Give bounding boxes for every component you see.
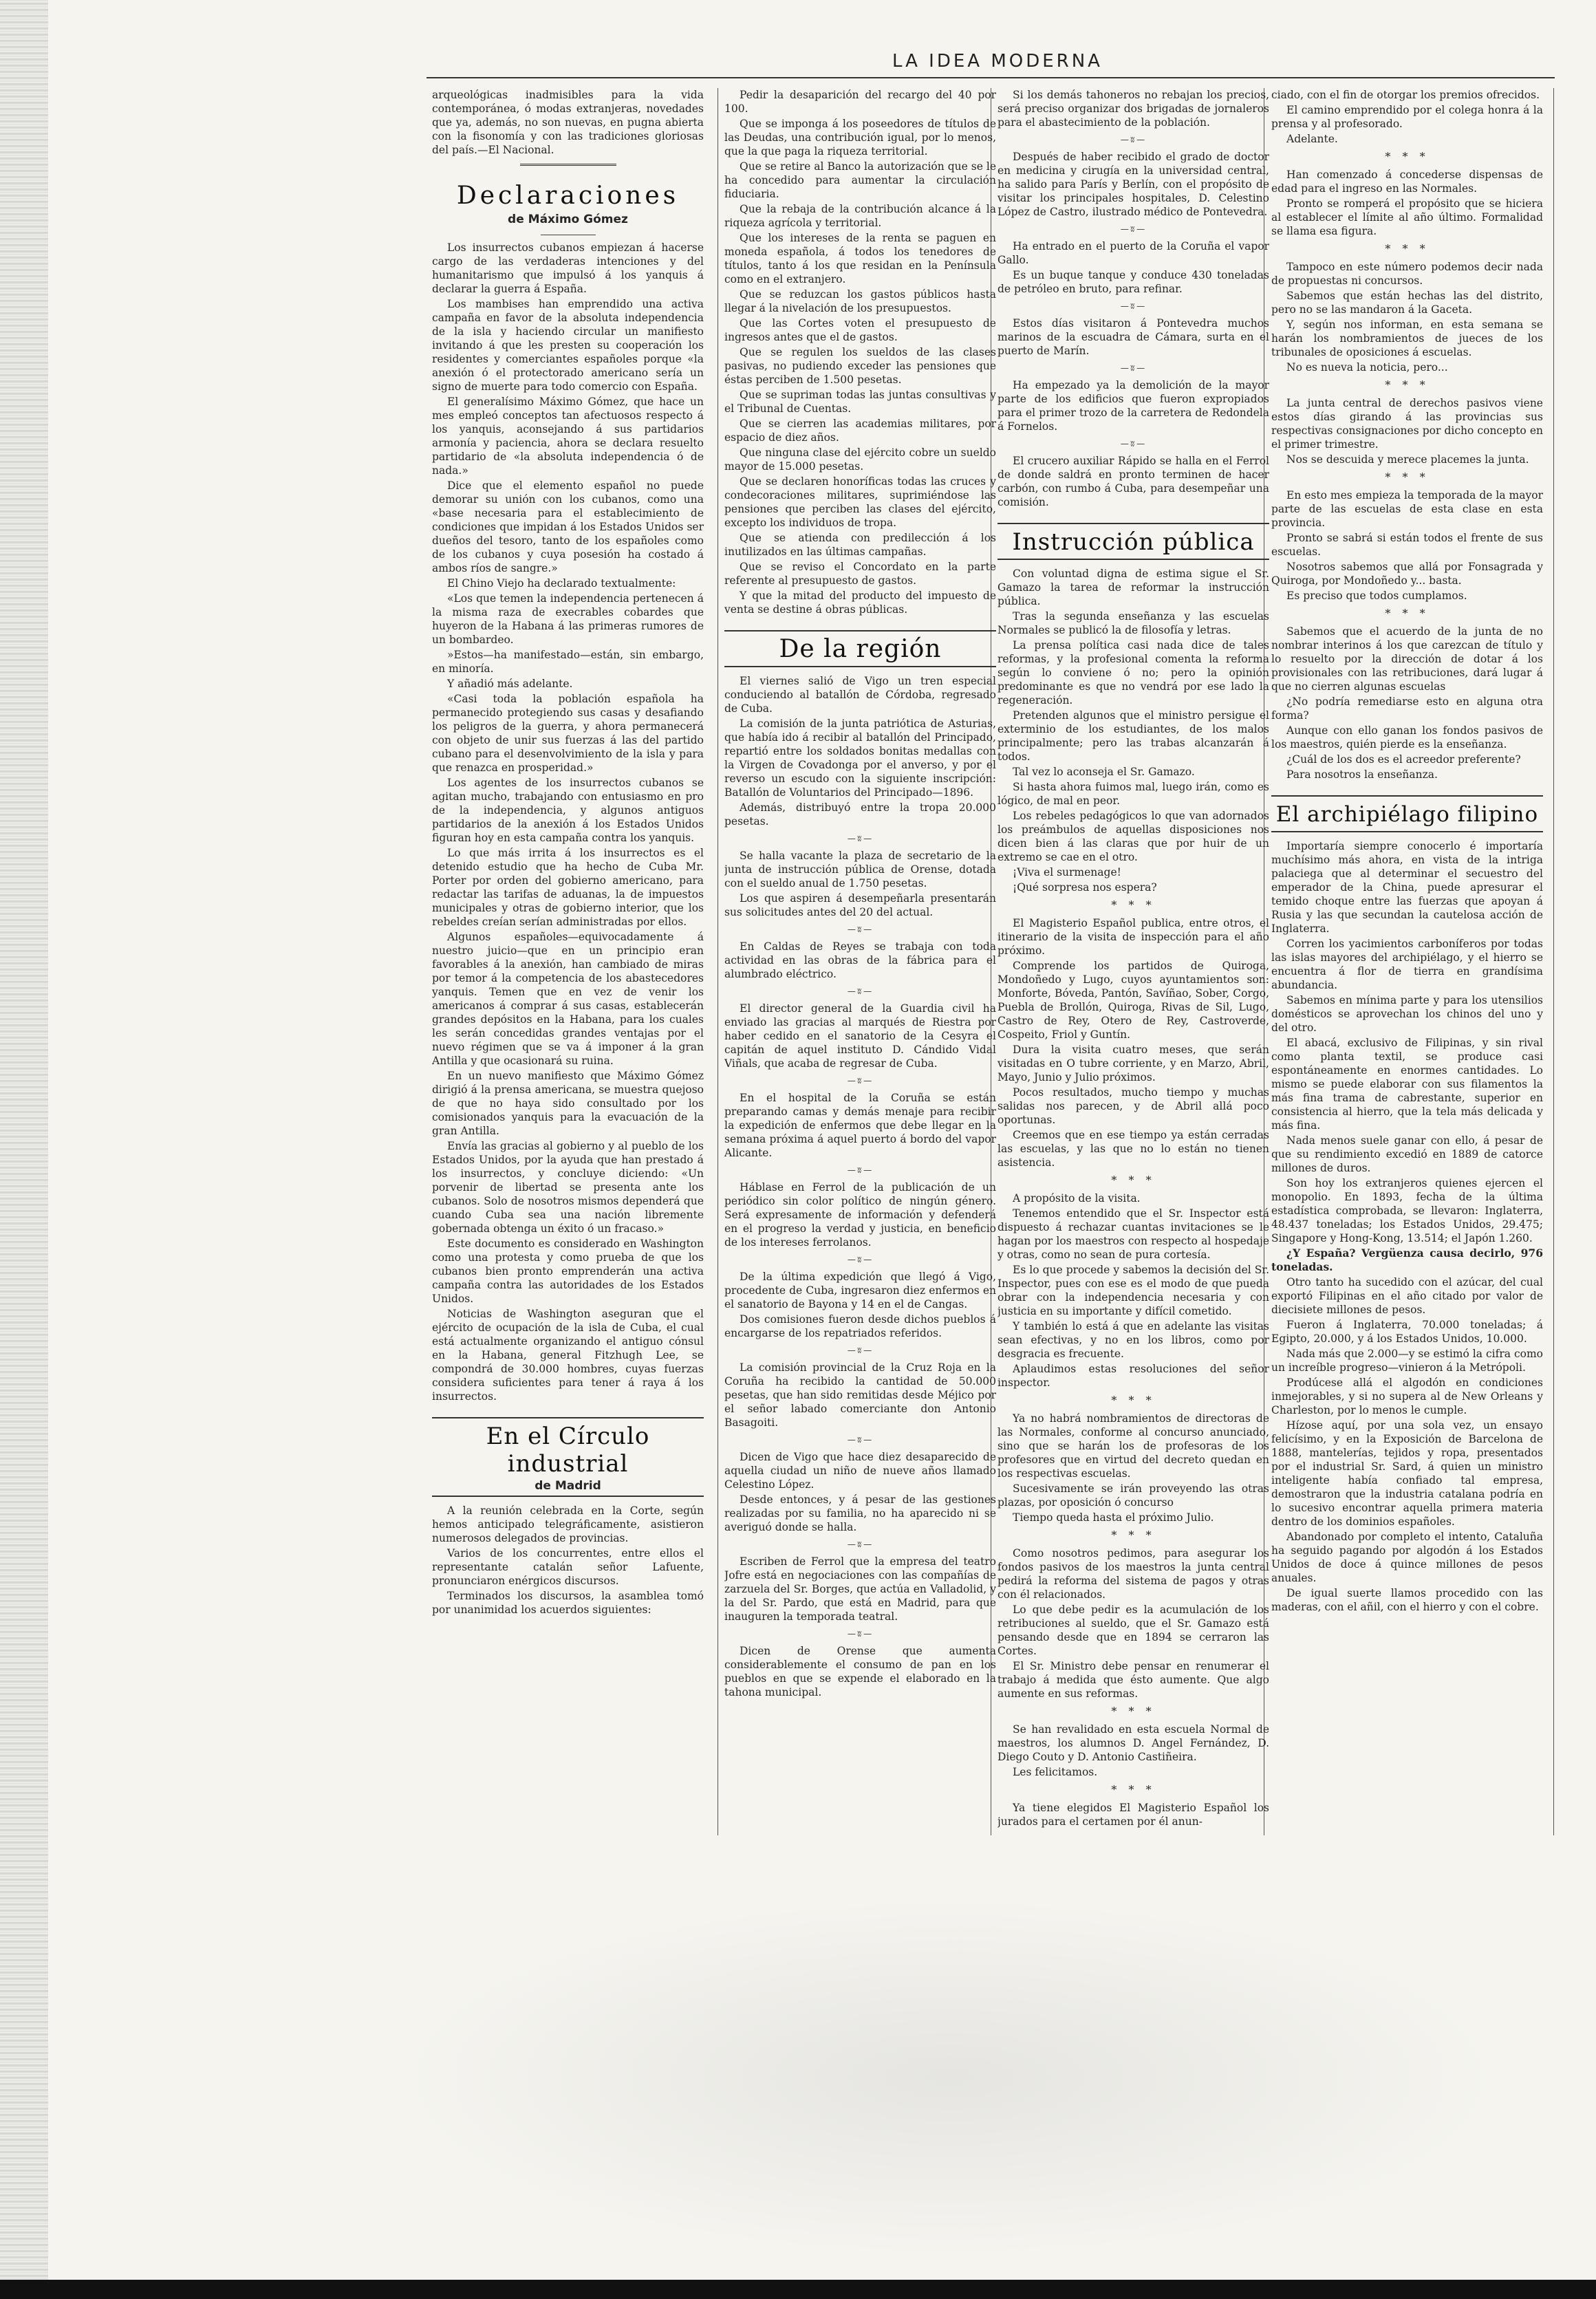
star-divider: * * * (1111, 1394, 1156, 1407)
paragraph: El abacá, exclusivo de Filipinas, y sin rival como planta textil, se produce casi espontáneamente en enormes cantidades. Lo mismo se puede elaborar con sus filamentos la más fina trama de cabrestante, superior en consistencia al hierro, que la tela más delicada y más fina. (1271, 1037, 1543, 1132)
paragraph: Es lo que procede y sabemos la decisión del Sr. Inspector, pues con ese es el modo de que pueda obrar con la independencia necesaria y con justicia en su importante y difícil cometido. (998, 1264, 1269, 1317)
paragraph: Es un buque tanque y conduce 430 toneladas de petróleo en bruto, para refinar. (998, 269, 1269, 295)
paragraph: Lo que más irrita á los insurrectos es el detenido estudio que ha hecho de Cuba Mr. Porter por orden del gobierno americano, para redactar las tarifas de aduanas, la de impuestos municipales y otras de gobierno interior, que los rebeldes creían serían administradas por ellos. (432, 847, 704, 928)
headline-box (432, 1417, 704, 1497)
paragraph: Es preciso que todos cumplamos. (1286, 590, 1467, 602)
ornament-divider: —ʬ— (847, 1255, 874, 1264)
paragraph: Los insurrectos cubanos empiezan á hacerse cargo de las verdaderas intenciones y del humanitarismo que impulsó á los yanquis á declarar la guerra á España. (432, 241, 704, 295)
paragraph: Sabemos que el acuerdo de la junta de no nombrar interinos á los que carezcan de título y lo resuelto por la dirección de dotar á los provisionales con las retribuciones, dará lugar á que no cierren algunas escuelas (1271, 625, 1543, 693)
paragraph: En esto mes empieza la temporada de la mayor parte de las escuelas de esta clase en esta provincia. (1271, 489, 1543, 529)
paragraph: Se han revalidado en esta escuela Normal de maestros, los alumnos D. Angel Fernández, D. Diego Couto y D. Antonio Castiñeira. (998, 1723, 1269, 1763)
paragraph: Han comenzado á concederse dispensas de edad para el ingreso en las Normales. (1271, 169, 1543, 195)
column-2 (724, 88, 996, 1835)
paragraph: Y añadió más adelante. (447, 678, 573, 690)
headline-instruccion-publica: Instrucción pública (1012, 528, 1255, 556)
paragraph: Creemos que en ese tiempo ya están cerradas las escuelas, y las que no lo están no tienen asistencia. (998, 1129, 1269, 1169)
paragraph: Además, distribuyó entre la tropa 20.000 pesetas. (724, 801, 996, 828)
paragraph: Nosotros sabemos que allá por Fonsagrada y Quiroga, por Mondoñedo y... basta. (1271, 561, 1543, 587)
ornament-divider: —ʬ— (1120, 363, 1147, 373)
paragraph: En Caldas de Reyes se trabaja con toda actividad en las obras de la fábrica para el alumbrado eléctrico. (724, 940, 996, 980)
paragraph: Que ninguna clase del ejército cobre un sueldo mayor de 15.000 pesetas. (724, 446, 996, 473)
paragraph: Que los intereses de la renta se paguen en moneda española, á todos los tenedores de títulos, tanto á los que residan en la Península como en el extranjero. (724, 232, 996, 285)
article-continuation: arqueológicas inadmisibles para la vida contemporánea, ó modas extranjeras, novedades que ya, además, no son nuevas, en pugna abierta con la fisonomía y con las tradiciones gloriosas del país.—El Nacional. (432, 89, 704, 156)
paragraph: Que se cierren las academias militares, por espacio de diez años. (724, 418, 996, 444)
column-1 (432, 88, 704, 1835)
paragraph: Tampoco en este número podemos decir nada de propuestas ni concursos. (1271, 261, 1543, 287)
paragraph: Tenemos entendido que el Sr. Inspector está dispuesto á rechazar cuantas invitaciones se le hagan por los maestros con respecto al hospedaje y otras, como no sean de pura cortesía. (998, 1207, 1269, 1261)
paragraph: ¿Cuál de los dos es el acreedor preferente? (1286, 753, 1521, 766)
paragraph: Prodúcese allá el algodón en condiciones inmejorables, y si no supera al de New Orleans y Charleston, por lo menos le cumple. (1271, 1377, 1543, 1416)
paragraph: Con voluntad digna de estima sigue el Sr. Gamazo la tarea de reformar la instrucción pública. (998, 568, 1269, 607)
headline-circulo-industrial: En el Círculo industrial (486, 1423, 650, 1478)
paragraph: Que se retire al Banco la autorización que se le ha concedido para aumentar la circulación fiduciaria. (724, 160, 996, 200)
paragraph: Los agentes de los insurrectos cubanos se agitan mucho, trabajando con entusiasmo en pro de la independencia, y algunos antiguos partidarios de la anexión á los Estados Unidos figuran hoy en esta campaña contra los yanquis. (432, 777, 704, 844)
ornament-divider: —ʬ— (1120, 439, 1147, 449)
paragraph: Que la rebaja de la contribución alcance á la riqueza agrícola y territorial. (724, 203, 996, 229)
paragraph: Terminados los discursos, la asamblea tomó por unanimidad los acuerdos siguientes: (432, 1590, 704, 1616)
paragraph: Tiempo queda hasta el próximo Julio. (1013, 1511, 1214, 1524)
ornament-divider: —ʬ— (847, 925, 874, 934)
paragraph: Y que la mitad del producto del impuesto de venta se destine á obras públicas. (724, 590, 996, 616)
paragraph: El Magisterio Español publica, entre otros, el itinerario de la visita de inspección para el año próximo. (998, 917, 1269, 957)
star-divider: * * * (1385, 607, 1430, 620)
paragraph: Otro tanto ha sucedido con el azúcar, del cual exportó Filipinas en el año citado por valor de diecisiete millones de pesos. (1271, 1276, 1543, 1316)
ornament-divider: —ʬ— (847, 834, 874, 843)
column-3 (998, 88, 1269, 1835)
paragraph: «Los que temen la independencia pertenecen á la misma raza de execrables cobardes que huyeron de la Habana á las primeras rumores de un bombardeo. (432, 592, 704, 646)
paragraph: Dicen de Vigo que hace diez desaparecido de aquella ciudad un niño de nueve años llamado Celestino López. (724, 1451, 996, 1491)
paragraph: A la reunión celebrada en la Corte, según hemos anticipado telegráficamente, asistieron numerosos delegados de provincias. (432, 1504, 704, 1544)
paragraph: El generalísimo Máximo Gómez, que hace un mes empleó conceptos tan afectuosos respecto á los yanquis, aconsejando á sus partidarios armonía y paciencia, ahora se declara resuelto partidario de «la absoluta independencia ó de nada.» (432, 396, 704, 477)
paragraph: Tras la segunda enseñanza y las escuelas Normales se publicó la de filosofía y letras. (998, 610, 1269, 636)
paragraph: Pocos resultados, mucho tiempo y muchas salidas nos parecen, y de Abril allá poco oportunas. (998, 1086, 1269, 1126)
paragraph: Para nosotros la enseñanza. (1286, 768, 1438, 781)
section-rule (520, 164, 616, 166)
paragraph: Pronto se sabrá si están todos el frente de sus escuelas. (1271, 532, 1543, 558)
paragraph: La prensa política casi nada dice de tales reformas, y la profesional comenta la reforma según lo conviene ó no; pero la opinión predominante es que no vendrá por ese lado la regeneración. (998, 639, 1269, 706)
paragraph: El viernes salió de Vigo un tren especial conduciendo al batallón de Córdoba, regresado de Cuba. (724, 675, 996, 715)
paragraph: Ha entrado en el puerto de la Coruña el vapor Gallo. (998, 240, 1269, 266)
paragraph: Este documento es considerado en Washington como una protesta y como prueba de que los cubanos bien pronto emprenderán una activa campaña contra las autoridades de los Estados Unidos. (432, 1238, 704, 1305)
paragraph: El crucero auxiliar Rápido se halla en el Ferrol de donde saldrá en pronto terminen de hacer carbón, con rumbo á Cuba, para desempeñar una comisión. (998, 455, 1269, 508)
paragraph: Que se atienda con predilección á los inutilizados en las últimas campañas. (724, 532, 996, 558)
ornament-divider: —ʬ— (1120, 224, 1147, 234)
header-rule (427, 77, 1555, 78)
column-4 (1271, 88, 1543, 1835)
ornament-divider: —ʬ— (847, 1165, 874, 1175)
paragraph: De la última expedición que llegó á Vigo, procedente de Cuba, ingresaron diez enfermos en el sanatorio de Bayona y 14 en el de Cangas. (724, 1271, 996, 1310)
paragraph: Los mambises han emprendido una activa campaña en favor de la absoluta independencia de la isla y haciendo circular un manifiesto invitando á que les presten su cooperación los residentes y comerciantes españoles porque «la anexión ó el protectorado americano sería un signo de muerte para todo comercio con España. (432, 298, 704, 393)
paragraph: Se halla vacante la plaza de secretario de la junta de instrucción pública de Orense, dotada con el sueldo anual de 1.750 pesetas. (724, 850, 996, 889)
star-divider: * * * (1111, 1529, 1156, 1542)
column-rule (1553, 88, 1554, 1835)
star-divider: * * * (1385, 378, 1430, 391)
paragraph: A propósito de la visita. (1013, 1192, 1141, 1205)
paragraph: El Chino Viejo ha declarado textualmente: (447, 577, 676, 590)
paragraph: Pedir la desaparición del recargo del 40 por 100. (724, 89, 996, 115)
paragraph: Que se supriman todas las juntas consultivas y el Tribunal de Cuentas. (724, 389, 996, 415)
paragraph: Abandonado por completo el intento, Cataluña ha seguido pagando por algodón á los Estados Unidos de doce á quince millones de pesos anuales. (1271, 1531, 1543, 1584)
ornament-divider: —ʬ— (847, 986, 874, 996)
ornament-divider: —ʬ— (847, 1540, 874, 1549)
paragraph: El camino emprendido por el colega honra á la prensa y al profesorado. (1271, 104, 1543, 130)
paragraph: Son hoy los extranjeros quienes ejercen el monopolio. En 1893, fecha de la última estadística comprobada, se llevaron: Inglaterra, 48.437 toneladas; los Estados Unidos, 29.475; Singapore y Hong-Kong, 13.514; el Japón 1.260. (1271, 1177, 1543, 1244)
paper-bleed-through (399, 1899, 1500, 2256)
paragraph: Pretenden algunos que el ministro persigue el exterminio de los estudiantes, de los malos principalmente; pero las trabas alcanzarán á todos. (998, 709, 1269, 763)
headline-box (724, 630, 996, 667)
headline-declaraciones: Declaraciones (456, 182, 680, 210)
paragraph: Comprende los partidos de Quiroga, Mondoñedo y Lugo, cuyos ayuntamientos son: Monforte, Bóveda, Pantón, Savíñao, Sober, Corgo, Puebla de Brollón, Quiroga, Rivas de Sil, Lugo, Castro de Rey, Otero de Rey, Castroverde, Cospeito, Friol y Guntín. (998, 960, 1269, 1041)
headline-de-la-region: De la región (779, 635, 942, 663)
paragraph: ¡Qué sorpresa nos espera? (1013, 881, 1157, 894)
paragraph: En el hospital de la Coruña se están preparando camas y demás menaje para recibir la expedición de enfermos que debe llegar en la semana próxima á aquel puerto á bordo del vapor Alicante. (724, 1092, 996, 1159)
paragraph: «Casi toda la población española ha permanecido protegiendo sus casas y desafiando los peligros de la guerra, y ahora permanecerá con objeto de unir sus fuerzas á las del partido cubano para el desenvolvimiento de la isla y para que renazca en prosperidad.» (432, 693, 704, 774)
star-divider: * * * (1385, 150, 1430, 163)
headline-box (998, 523, 1269, 560)
paragraph: Lo que debe pedir es la acumulación de los retribuciones al sueldo, que el Sr. Gamazo está pensando desde que en 1894 se cerraron las Cortes. (998, 1604, 1269, 1657)
paragraph: Fueron á Inglaterra, 70.000 toneladas; á Egipto, 20.000, y á los Estados Unidos, 10.000. (1271, 1319, 1543, 1345)
paragraph: ¿No podría remediarse esto en alguna otra forma? (1271, 695, 1543, 722)
paragraph: No es nueva la noticia, pero... (1286, 361, 1448, 374)
paragraph: Nos se descuida y merece placemes la junta. (1286, 453, 1529, 466)
scan-left-margin (0, 0, 48, 2299)
paragraph: Nada menos suele ganar con ello, á pesar de que su rendimiento excedió en 1889 de catorce millones de duros. (1271, 1134, 1543, 1174)
paragraph: El Sr. Ministro debe pensar en renumerar el trabajo á medida que ésto aumente. Que algo aumente en sus reformas. (998, 1660, 1269, 1700)
paragraph: Estos días visitaron á Pontevedra muchos marinos de la escuadra de Cámara, surta en el puerto de Marín. (998, 317, 1269, 357)
paragraph: Corren los yacimientos carboníferos por todas las islas mayores del archipiélago, y el hierro se encuentra á flor de tierra en grandísima abundancia. (1271, 938, 1543, 991)
paragraph: Que se imponga á los poseedores de títulos de las Deudas, una contribución igual, por lo menos, que la que paga la riqueza territorial. (724, 118, 996, 158)
paragraph: ¡Viva el surmenage! (1013, 866, 1121, 878)
paragraph: Como nosotros pedimos, para asegurar los fondos pasivos de los maestros la junta central pedirá la reforma del sistema de pagos y otras con él relacionados. (998, 1547, 1269, 1601)
star-divider: * * * (1111, 1783, 1156, 1796)
paragraph: Que se declaren honoríficas todas las cruces y condecoraciones militares, suprimiéndose las pensiones que perciben las clases del ejército, excepto los individuos de tropa. (724, 475, 996, 529)
paragraph: Aunque con ello ganan los fondos pasivos de los maestros, quién pierde es la enseñanza. (1271, 724, 1543, 751)
paragraph: Los que aspiren á desempeñarla presentarán sus solicitudes antes del 20 del actual. (724, 892, 996, 918)
paragraph: Que se regulen los sueldos de las clases pasivas, no pudiendo exceder las pensiones que éstas perciben de 1.500 pesetas. (724, 346, 996, 386)
paragraph: Si los demás tahoneros no rebajan los precios, será preciso organizar dos brigadas de jornaleros para el abastecimiento de la población. (998, 89, 1269, 129)
paragraph: Dice que el elemento español no puede demorar su unión con los cubanos, como una «base necesaria para el establecimiento de condiciones que impidan á los Estados Unidos ser dueños del tesoro, tanto de los españoles como de los cubanos y cuya posesión ha costado á ambos ríos de sangre.» (432, 479, 704, 574)
paragraph: Noticias de Washington aseguran que el ejército de ocupación de la isla de Cuba, el cual está actualmente organizando el antiguo cónsul en la Habana, general Fitzhugh Lee, se compondrá de 30.000 hombres, cuyas fuerzas considera suficientes para tener á raya á los insurrectos. (432, 1308, 704, 1403)
paragraph: Envía las gracias al gobierno y al pueblo de los Estados Unidos, por la ayuda que han prestado á los insurrectos, y concluye diciendo: «Un porvenir de libertad se presenta ante los cubanos. Solo de nosotros mismos dependerá que cuando Cuba sea una nación libremente gobernada obtenga un éxito ó un fracaso.» (432, 1140, 704, 1235)
paragraph: La comisión provincial de la Cruz Roja en la Coruña ha recibido la cantidad de 50.000 pesetas, que han sido remitidas desde Méjico por el señor labado comerciante don Antonio Basagoiti. (724, 1361, 996, 1429)
ornament-divider: —ʬ— (847, 1629, 874, 1639)
star-divider: * * * (1111, 1174, 1156, 1187)
paragraph: Aplaudimos estas resoluciones del señor inspector. (998, 1363, 1269, 1389)
paragraph: Sabemos en mínima parte y para los utensilios domésticos se aprovechan los chinos del uno y del otro. (1271, 994, 1543, 1034)
ornament-divider: —ʬ— (847, 1346, 874, 1355)
paragraph: Algunos españoles—equivocadamente á nuestro juicio—que en un principio eran favorables á la anexión, han cambiado de miras por temor á la competencia de los abastecedores yanquis. Temen que en vez de venir los americanos á comprar á sus casas, establecerán grandes depósitos en la Habana, para los cuales les serán concedidas grandes ventajas por el nuevo régimen que se va á imponer á la gran Antilla y que ocasionará su ruina. (432, 931, 704, 1067)
paragraph: Háblase en Ferrol de la publicación de un periódico sin color político de ningún género. Será expresamente de información y defenderá en el progreso la verdad y justicia, en beneficio de los intereses ferrolanos. (724, 1181, 996, 1249)
paragraph: Si hasta ahora fuimos mal, luego irán, como es lógico, de mal en peor. (998, 781, 1269, 807)
headline-box (1271, 795, 1543, 832)
star-divider: * * * (1385, 471, 1430, 484)
paragraph: Que se reviso el Concordato en la parte referente al presupuesto de gastos. (724, 561, 996, 587)
paragraph: Después de haber recibido el grado de doctor en medicina y cirugía en la universidad central, ha salido para París y Berlín, con el propósito de visitar los principales hospitales, D. Celestino López de Castro, ilustrado médico de Pontevedra. (998, 151, 1269, 218)
paragraph: ciado, con el fin de otorgar los premios ofrecidos. (1271, 89, 1540, 101)
paragraph: Tal vez lo aconseja el Sr. Gamazo. (1013, 766, 1195, 778)
paragraph: Sabemos que están hechas las del distrito, pero no se las mandaron á la Gaceta. (1271, 290, 1543, 316)
paragraph: Los rebeles pedagógicos lo que van adornados los preámbulos de aquellas disposiciones nos dicen bien á las claras que por huir de un extremo se cae en el otro. (998, 810, 1269, 863)
paragraph: Dos comisiones fueron desde dichos pueblos á encargarse de los repatriados referidos. (724, 1313, 996, 1339)
paragraph: Hízose aquí, por una sola vez, un ensayo felicísimo, y en la Exposición de Barcelona de 1888, mantelerías, tejidos y ropa, presentados por el industrial Sr. Sard, á quien un ministro inteligente había confiado tal empresa, demostraron que la industria catalana podría en lo sucesivo encontrar aquella primera materia dentro de los dominios españoles. (1271, 1419, 1543, 1528)
paragraph: Escriben de Ferrol que la empresa del teatro Jofre está en negociaciones con las compañías de zarzuela del Sr. Borges, que actúa en Valladolid, y la del Sr. Pardo, que está en Madrid, para que inauguren la temporada teatral. (724, 1555, 996, 1623)
scan-bottom-edge (0, 2280, 1596, 2299)
paragraph: Dicen de Orense que aumenta considerablemente el consumo de pan en los pueblos en que se expende el elaborado en la tahona municipal. (724, 1645, 996, 1698)
paragraph: Varios de los concurrentes, entre ellos el representante catalán señor Lafuente, pronunciaron enérgicos discursos. (432, 1547, 704, 1587)
ornament-divider: —ʬ— (1120, 301, 1147, 311)
paragraph: Ya no habrá nombramientos de directoras de las Normales, conforme al concurso anunciado, sino que se harán los de profesoras de los profesores que en virtud del decreto quedan en los respectivas escuelas. (998, 1412, 1269, 1480)
ornament-divider: —ʬ— (847, 1435, 874, 1445)
paragraph: ¿Y España? Vergüenza causa decirlo, 976 toneladas. (1271, 1246, 1543, 1273)
subhead-maximo-gomez: de Máximo Gómez (508, 213, 628, 226)
paragraph: Ha empezado ya la demolición de la mayor parte de los edificios que fueron expropiados para el primer trozo de la carretera de Redondela á Fornelos. (998, 379, 1269, 433)
star-divider: * * * (1111, 898, 1156, 911)
paragraph: El director general de la Guardia civil ha enviado las gracias al marqués de Riestra por haber cedido en el sanatorio de la Cesyra el capitán de aquel instituto D. Cándido Vidal Viñals, que acaba de regresar de Cuba. (724, 1002, 996, 1070)
headline-archipielago-filipino: El archipiélago filipino (1275, 802, 1539, 827)
paragraph: Sucesivamente se irán proveyendo las otras plazas, por oposición ó concurso (998, 1482, 1269, 1509)
paragraph: Que se reduzcan los gastos públicos hasta llegar á la nivelación de los presupuestos. (724, 288, 996, 314)
paragraph: En un nuevo manifiesto que Máximo Gómez dirigió á la prensa americana, se muestra quejoso de que no haya sido consultado por los comisionados yanquis para la evacuación de la gran Antilla. (432, 1070, 704, 1137)
paragraph: De igual suerte llamos procedido con las maderas, con el añil, con el hierro y con el cobre. (1271, 1587, 1543, 1613)
ornament-divider: —ʬ— (1120, 135, 1147, 144)
paragraph: Adelante. (1286, 133, 1338, 145)
paragraph: Y, según nos informan, en esta semana se harán los nombramientos de jueces de los tribunales de oposiciones á escuelas. (1271, 319, 1543, 358)
paragraph: »Estos—ha manifestado—están, sin embargo, en minoría. (432, 649, 704, 675)
star-divider: * * * (1385, 242, 1430, 255)
paragraph: Dura la visita cuatro meses, que serán visitadas en O tubre corriente, y en Marzo, Abril, Mayo, Junio y Julio próximos. (998, 1044, 1269, 1083)
paragraph: Desde entonces, y á pesar de las gestiones realizadas por su familia, no ha aparecido ni se averiguó donde se halla. (724, 1493, 996, 1533)
paragraph: Les felicitamos. (1013, 1766, 1098, 1778)
paragraph: Pronto se romperá el propósito que se hiciera al establecer el límite al año último. Formalidad se llama esa figura. (1271, 197, 1543, 237)
paragraph: Que las Cortes voten el presupuesto de ingresos antes que el de gastos. (724, 317, 996, 343)
paragraph: Y también lo está á que en adelante las visitas sean efectivas, y no en los libros, como por desgracia es frecuente. (998, 1320, 1269, 1360)
paragraph: La comisión de la junta patriótica de Asturias, que había ido á recibir al batallón del Principado, repartió entre los soldados bonitas medallas con la Virgen de Covadonga por el anverso, y por el reverso un escudo con la siguiente inscripción: Batallón de Voluntarios del Principado—1896. (724, 717, 996, 799)
ornament-divider: —ʬ— (847, 1076, 874, 1086)
running-head: LA IDEA MODERNA (892, 51, 1103, 72)
paragraph: Ya tiene elegidos El Magisterio Español los jurados para el certamen por él anun- (998, 1802, 1269, 1828)
paragraph: Importaría siempre conocerlo é importaría muchísimo más ahora, en vista de la intriga palaciega que al determinar el secuestro del emperador de la China, puede apresurar el temido choque entre las fuerzas que apoyan á Rusia y las que secundan la cautelosa acción de Inglaterra. (1271, 840, 1543, 935)
paragraph: Nada más que 2.000—y se estimó la cifra como un increíble progreso—vinieron á la Metrópoli. (1271, 1348, 1543, 1374)
star-divider: * * * (1111, 1705, 1156, 1718)
subhead-madrid: de Madrid (535, 1479, 601, 1493)
paragraph: La junta central de derechos pasivos viene estos días girando á las provincias sus respectivas consignaciones por dicho concepto en el primer trimestre. (1271, 397, 1543, 451)
